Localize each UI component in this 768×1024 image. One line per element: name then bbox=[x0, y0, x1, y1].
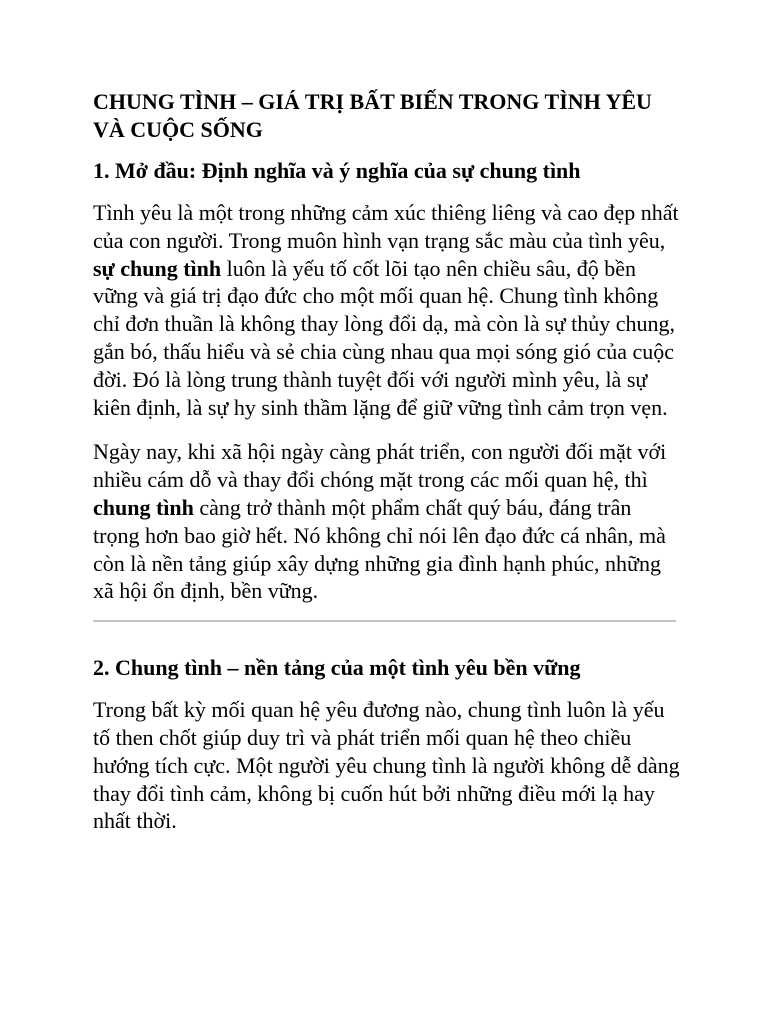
bold-phrase: chung tình bbox=[93, 494, 194, 520]
document-title: CHUNG TÌNH – GIÁ TRỊ BẤT BIẾN TRONG TÌNH YÊU VÀ CUỘC SỐNG bbox=[93, 89, 652, 142]
section-1-paragraph-2 bbox=[93, 438, 683, 605]
section-1-paragraph-1 bbox=[93, 199, 683, 421]
section-divider bbox=[93, 620, 676, 622]
paragraph-text: càng trở thành một phẩm chất quý báu, đáng trân trọng hơn bao giờ hết. Nó không chỉ nói lên đạo đức cá nhân, mà còn là nền tảng giúp xây dựng những gia đình hạnh phúc, những xã hội ổn định, bền vững. bbox=[93, 494, 666, 604]
section-2-heading: 2. Chung tình – nền tảng của một tình yêu bền vững bbox=[93, 655, 581, 681]
paragraph-text: Ngày nay, khi xã hội ngày càng phát triển, con người đối mặt với nhiều cám dỗ và thay đổi chóng mặt trong các mối quan hệ, thì bbox=[93, 439, 667, 493]
paragraph-text: Tình yêu là một trong những cảm xúc thiêng liêng và cao đẹp nhất của con người. Trong muôn hình vạn trạng sắc màu của tình yêu, bbox=[93, 200, 679, 253]
document-page bbox=[93, 88, 683, 835]
section-1-heading: 1. Mở đầu: Định nghĩa và ý nghĩa của sự chung tình bbox=[93, 158, 581, 183]
paragraph-text: luôn là yếu tố cốt lõi tạo nên chiều sâu, độ bền vững và giá trị đạo đức cho một mối quan hệ. Chung tình không chỉ đơn thuần là không thay lòng đổi dạ, mà còn là sự thủy chung, gắn bó, thấu hiểu và sẻ chia cùng nhau qua mọi sóng gió của cuộc đời. Đó là lòng trung thành tuyệt đối với người mình yêu, là sự kiên định, là sự hy sinh thầm lặng để giữ vững tình cảm trọn vẹn. bbox=[93, 255, 676, 420]
section-2-paragraph-1: Trong bất kỳ mối quan hệ yêu đương nào, chung tình luôn là yếu tố then chốt giúp duy trì và phát triển mối quan hệ theo chiều hướng tích cực. Một người yêu chung tình là người không dễ dàng thay đổi tình cảm, không bị cuốn hút bởi những điều mới lạ hay nhất thời. bbox=[93, 697, 680, 834]
bold-phrase: sự chung tình bbox=[93, 255, 222, 281]
